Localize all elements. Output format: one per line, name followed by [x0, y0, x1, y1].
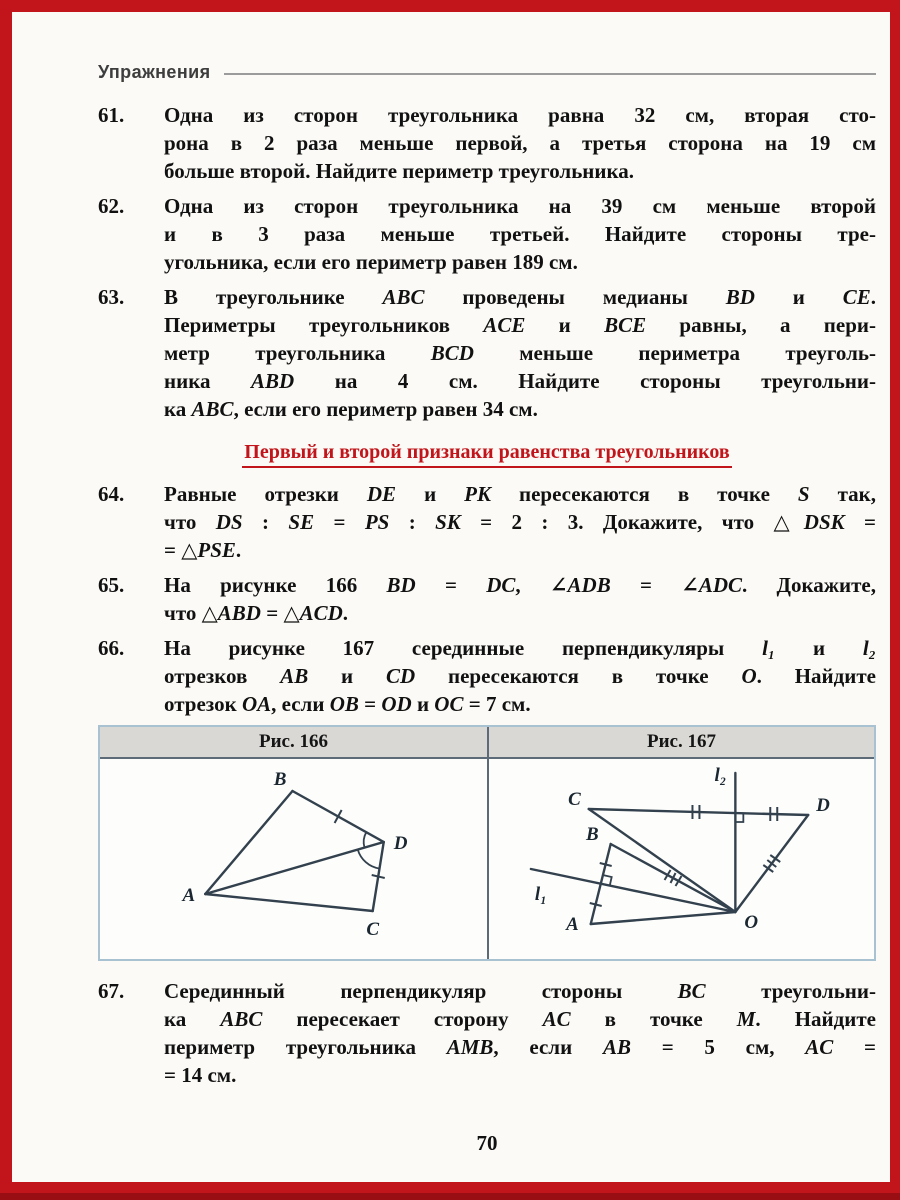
running-head-rule: [224, 73, 876, 75]
running-head: [98, 62, 876, 83]
plain-text: Серединный перпендикуляр стороны: [164, 979, 678, 1003]
exercise-text: [164, 480, 876, 564]
plain-text: угольника, если его периметр равен 189 см.: [164, 250, 578, 274]
line-label-l1: l₁: [534, 883, 547, 906]
plain-text: Одна из сторон треугольника на 39 см меньше второй: [164, 194, 876, 218]
section-heading: Первый и второй признаки равенства треугольников: [242, 441, 731, 468]
angle-arc-adc: [358, 850, 380, 869]
exercise-text: [164, 192, 876, 276]
math-term: DE: [366, 482, 397, 506]
math-term: OB: [329, 692, 359, 716]
figure-166-body: [100, 759, 487, 959]
point-label-b: B: [586, 823, 599, 846]
plain-text: , если: [493, 1035, 603, 1059]
figure-166-panel: [100, 727, 487, 959]
plain-text: пересекаются в точке: [491, 482, 798, 506]
textbook-page: [12, 12, 890, 1182]
text-line: [164, 977, 876, 1005]
text-line: [164, 634, 876, 662]
text-line: [164, 129, 876, 157]
text-line: [164, 248, 876, 276]
plain-text: =: [358, 692, 382, 716]
plain-text: на 4 см. Найдите стороны треугольни-: [294, 369, 877, 393]
text-line: [164, 1005, 876, 1033]
text-line: [164, 536, 876, 564]
segment-ac: [205, 894, 372, 911]
plain-text: = △: [260, 601, 300, 625]
segment-ad: [205, 842, 383, 894]
math-term: ABD: [217, 601, 261, 625]
section-heading-wrap: [98, 441, 876, 468]
plain-text: . Найдите: [756, 664, 876, 688]
exercise-number: 62.: [98, 194, 125, 218]
plain-text: .: [235, 538, 242, 562]
plain-text: метр треугольника: [164, 341, 431, 365]
exercise-number: 65.: [98, 573, 125, 597]
plain-text: =: [415, 573, 487, 597]
math-term: AC: [542, 1007, 571, 1031]
exercise-text: [164, 571, 876, 627]
math-term: ABC: [220, 1007, 263, 1031]
running-head-label: Упражнения: [98, 62, 211, 82]
plain-text: :: [389, 510, 436, 534]
exercise-number: 61.: [98, 103, 125, 127]
point-label-d: D: [393, 833, 408, 854]
math-term: OA: [241, 692, 272, 716]
text-line: [164, 690, 876, 718]
text-line: [164, 311, 876, 339]
figure-166-title: Рис. 166: [100, 727, 487, 759]
plain-text: . Докажите,: [742, 573, 877, 597]
exercise-list-top: [98, 101, 876, 423]
figure-166-drawing: [100, 759, 487, 959]
text-line: [164, 395, 876, 423]
text-line: [164, 367, 876, 395]
math-term: ACE: [483, 313, 526, 337]
plain-text: . Найдите: [755, 1007, 876, 1031]
math-term: AC: [805, 1035, 834, 1059]
plain-text: , если: [271, 692, 330, 716]
segment-oa: [591, 912, 736, 924]
plain-text: = 2 : 3. Докажите, что △: [460, 510, 804, 534]
math-term: SK: [435, 510, 461, 534]
math-term: ABC: [191, 397, 234, 421]
text-line: [164, 480, 876, 508]
plain-text: пересекает сторону: [262, 1007, 543, 1031]
math-term: BD: [725, 285, 755, 309]
plain-text: что: [164, 510, 216, 534]
text-line: [164, 599, 876, 627]
math-term: l₁: [762, 636, 776, 660]
math-term: ABC: [382, 285, 425, 309]
exercise-text: [164, 283, 876, 423]
math-term: PK: [464, 482, 491, 506]
plain-text: и: [525, 313, 605, 337]
plain-text: и в 3 раза меньше третьей. Найдите стороны тре-: [164, 222, 876, 246]
math-term: ABD: [251, 369, 295, 393]
text-line: [164, 192, 876, 220]
plain-text: ка: [164, 397, 192, 421]
math-term: ACD: [299, 601, 343, 625]
plain-text: и: [754, 285, 843, 309]
plain-text: = 5 см,: [630, 1035, 806, 1059]
exercise-item: [98, 634, 876, 718]
point-label-a: A: [566, 913, 579, 936]
math-term: O: [741, 664, 757, 688]
exercise-list-mid: [98, 480, 876, 718]
plain-text: = △: [164, 538, 198, 562]
plain-text: = 14 см.: [164, 1063, 237, 1087]
plain-text: На рисунке 166: [164, 573, 387, 597]
exercise-item: [98, 480, 876, 564]
text-line: [164, 339, 876, 367]
exercise-text: [164, 634, 876, 718]
plain-text: равны, а пери-: [646, 313, 877, 337]
figure-167-panel: [487, 727, 874, 959]
math-term: BCD: [430, 341, 474, 365]
math-term: OC: [434, 692, 464, 716]
exercise-number: 67.: [98, 979, 125, 1003]
math-term: AB: [602, 1035, 631, 1059]
page-number: 70: [476, 1131, 498, 1155]
exercise-text: [164, 977, 876, 1089]
plain-text: .: [342, 601, 349, 625]
exercise-text: [164, 101, 876, 185]
math-term: DS: [215, 510, 243, 534]
math-term: CE: [842, 285, 871, 309]
line-label-l2: l₂: [714, 764, 727, 787]
plain-text: проведены медианы: [424, 285, 726, 309]
exercise-item: [98, 977, 876, 1089]
plain-text: :: [242, 510, 289, 534]
math-term: DSK: [803, 510, 845, 534]
math-term: BD: [386, 573, 416, 597]
exercise-number: 64.: [98, 482, 125, 506]
plain-text: и: [396, 482, 465, 506]
angle-arc-adb: [364, 832, 367, 847]
text-line: [164, 508, 876, 536]
exercise-item: [98, 101, 876, 185]
plain-text: =: [833, 1035, 877, 1059]
math-term: AMB: [446, 1035, 494, 1059]
text-line: [164, 1061, 876, 1089]
text-line: [164, 1033, 876, 1061]
text-line: [164, 101, 876, 129]
exercise-item: [98, 283, 876, 423]
exercise-item: [98, 192, 876, 276]
plain-text: .: [870, 285, 876, 309]
plain-text: =: [844, 510, 876, 534]
point-label-c: C: [366, 919, 380, 940]
plain-text: ка: [164, 1007, 221, 1031]
plain-text: = ∠: [610, 573, 699, 597]
figure-box: [98, 725, 876, 961]
exercise-number: 66.: [98, 636, 125, 660]
point-label-b: B: [273, 769, 287, 790]
math-term: l₂: [862, 636, 876, 660]
math-term: CD: [385, 664, 416, 688]
text-line: [164, 283, 876, 311]
plain-text: и: [411, 692, 435, 716]
plain-text: и: [775, 636, 863, 660]
plain-text: , если его периметр равен 34 см.: [233, 397, 538, 421]
point-label-c: C: [568, 788, 581, 811]
fig166-segments: [205, 791, 383, 911]
math-term: PSE: [197, 538, 236, 562]
plain-text: =: [314, 510, 365, 534]
plain-text: пересекаются в точке: [415, 664, 742, 688]
plain-text: что △: [164, 601, 218, 625]
exercise-list-bottom: [98, 977, 876, 1089]
math-term: AB: [280, 664, 309, 688]
point-label-o: O: [744, 911, 759, 934]
right-angle-cd: [735, 814, 743, 822]
plain-text: отрезок: [164, 692, 242, 716]
text-line: [164, 662, 876, 690]
math-term: BC: [677, 979, 706, 1003]
point-label-a: A: [182, 885, 196, 906]
plain-text: периметр треугольника: [164, 1035, 447, 1059]
text-line: [164, 157, 876, 185]
figure-167-drawing: [489, 759, 874, 959]
point-label-d: D: [816, 794, 830, 817]
plain-text: больше второй. Найдите периметр треугольника.: [164, 159, 635, 183]
plain-text: рона в 2 раза меньше первой, а третья сторона на 19 см: [164, 131, 876, 155]
segment-ab: [205, 791, 292, 894]
math-term: SE: [288, 510, 315, 534]
math-term: BCE: [604, 313, 647, 337]
plain-text: Равные отрезки: [164, 482, 367, 506]
plain-text: Одна из сторон треугольника равна 32 см, вторая сто-: [164, 103, 876, 127]
math-term: ADB: [567, 573, 611, 597]
plain-text: так,: [809, 482, 876, 506]
plain-text: и: [308, 664, 386, 688]
plain-text: ника: [164, 369, 252, 393]
figure-167-title: Рис. 167: [489, 727, 874, 759]
math-term: PS: [364, 510, 390, 534]
math-term: S: [797, 482, 810, 506]
plain-text: треугольни-: [705, 979, 876, 1003]
plain-text: отрезков: [164, 664, 281, 688]
plain-text: Периметры треугольников: [164, 313, 484, 337]
figure-167-body: [489, 759, 874, 959]
math-term: DC: [486, 573, 516, 597]
plain-text: В треугольнике: [164, 285, 383, 309]
plain-text: в точке: [570, 1007, 737, 1031]
math-term: M: [736, 1007, 756, 1031]
math-term: OD: [381, 692, 412, 716]
text-line: [164, 571, 876, 599]
plain-text: меньше периметра треуголь-: [473, 341, 877, 365]
plain-text: = 7 см.: [463, 692, 531, 716]
text-line: [164, 220, 876, 248]
plain-text: , ∠: [515, 573, 568, 597]
exercise-number: 63.: [98, 285, 125, 309]
plain-text: На рисунке 167 серединные перпендикуляры: [164, 636, 763, 660]
exercise-item: [98, 571, 876, 627]
math-term: ADC: [698, 573, 743, 597]
